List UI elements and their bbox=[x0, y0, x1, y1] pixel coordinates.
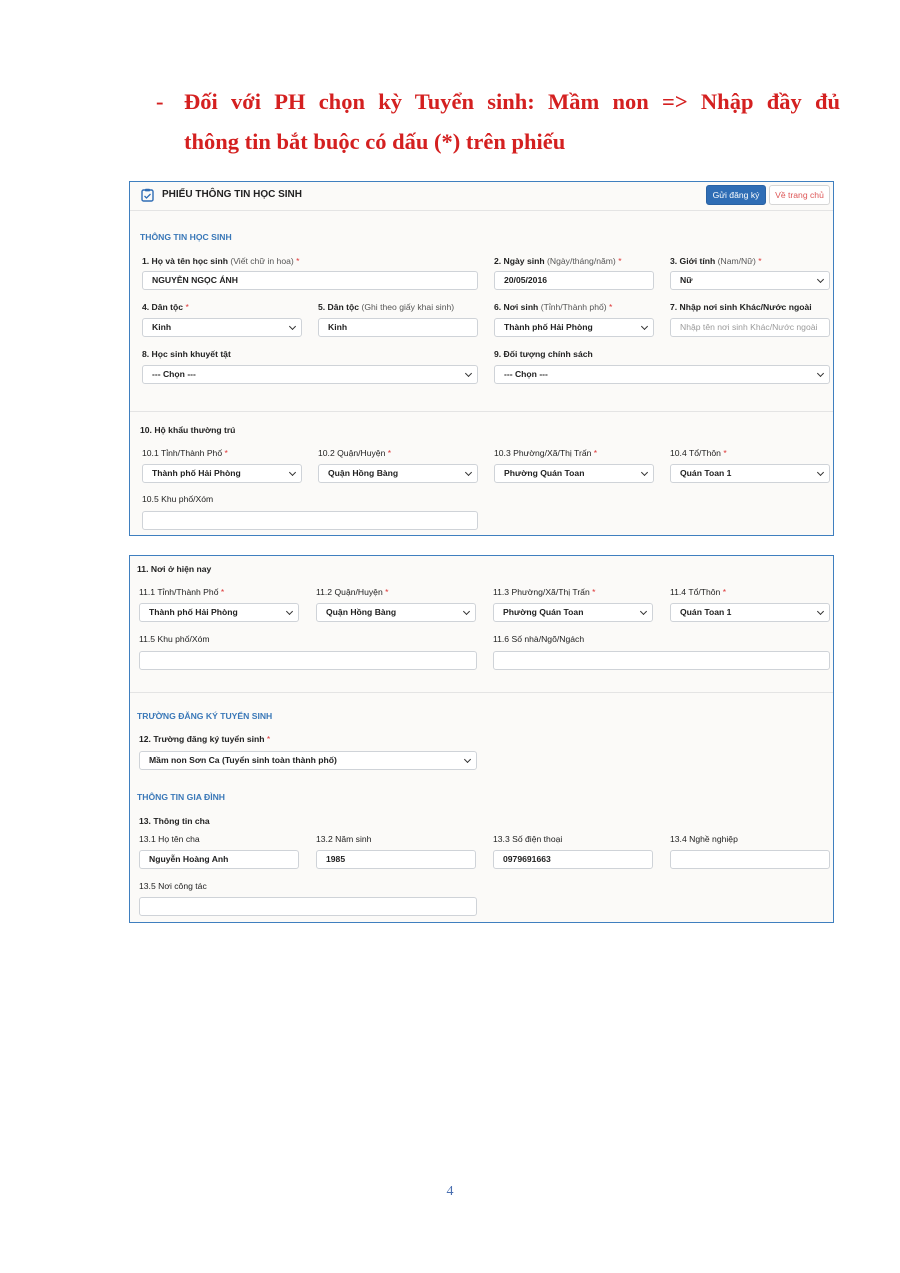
bullet-dash: - bbox=[156, 89, 164, 114]
divider bbox=[130, 210, 833, 211]
residence-hamlet-input[interactable] bbox=[142, 511, 478, 530]
dob-input[interactable]: 20/05/2016 bbox=[494, 271, 654, 290]
name-label: 1. Họ và tên học sinh (Viết chữ in hoa) * bbox=[142, 256, 300, 266]
gender-label: 3. Giới tính (Nam/Nữ) * bbox=[670, 256, 762, 266]
policy-label: 9. Đối tượng chính sách bbox=[494, 349, 593, 359]
father-year-label: 13.2 Năm sinh bbox=[316, 834, 372, 844]
section-student-info: THÔNG TIN HỌC SINH bbox=[140, 232, 232, 242]
student-name-input[interactable]: NGUYỄN NGỌC ÁNH bbox=[142, 271, 478, 290]
father-phone-label: 13.3 Số điện thoại bbox=[493, 834, 563, 844]
father-year-input[interactable]: 1985 bbox=[316, 850, 476, 869]
current-province-label: 11.1 Tỉnh/Thành Phố * bbox=[139, 587, 225, 597]
current-group-select[interactable]: Quán Toan 1 bbox=[670, 603, 830, 622]
father-work-input[interactable] bbox=[139, 897, 477, 916]
school-select[interactable]: Mầm non Sơn Ca (Tuyển sinh toàn thành phố) bbox=[139, 751, 477, 770]
ethnic-cert-label: 5. Dân tộc (Ghi theo giấy khai sinh) bbox=[318, 302, 455, 312]
current-hamlet-input[interactable] bbox=[139, 651, 477, 670]
residence-ward-label: 10.3 Phường/Xã/Thị Trấn * bbox=[494, 448, 598, 458]
policy-select[interactable]: --- Chọn --- bbox=[494, 365, 830, 384]
heading-line-2: thông tin bắt buộc có dấu (*) trên phiếu bbox=[184, 129, 566, 154]
section-family: THÔNG TIN GIA ĐÌNH bbox=[137, 792, 226, 802]
residence-ward-select[interactable]: Phường Quán Toan bbox=[494, 464, 654, 483]
father-name-input[interactable]: Nguyễn Hoàng Anh bbox=[139, 850, 299, 869]
residence-province-label: 10.1 Tỉnh/Thành Phố * bbox=[142, 448, 228, 458]
section-school: TRƯỜNG ĐĂNG KÝ TUYỂN SINH bbox=[137, 711, 273, 721]
current-ward-select[interactable]: Phường Quán Toan bbox=[493, 603, 653, 622]
residence-group-label: 10.4 Tổ/Thôn * bbox=[670, 448, 727, 458]
father-phone-input[interactable]: 0979691663 bbox=[493, 850, 653, 869]
birthplace-select[interactable]: Thành phố Hải Phòng bbox=[494, 318, 654, 337]
submit-button[interactable]: Gửi đăng ký bbox=[706, 185, 766, 205]
birthplace-other-input[interactable]: Nhập tên nơi sinh Khác/Nước ngoài bbox=[670, 318, 830, 337]
father-name-label: 13.1 Họ tên cha bbox=[139, 834, 200, 844]
current-ward-label: 11.3 Phường/Xã/Thị Trấn * bbox=[493, 587, 596, 597]
residence-section-title: 10. Hộ khẩu thường trú bbox=[140, 425, 236, 435]
father-info-title: 13. Thông tin cha bbox=[139, 816, 210, 826]
residence-hamlet-label: 10.5 Khu phố/Xóm bbox=[142, 494, 214, 504]
current-province-select[interactable]: Thành phố Hải Phòng bbox=[139, 603, 299, 622]
student-form-panel bbox=[129, 181, 834, 536]
school-label: 12. Trường đăng ký tuyển sinh * bbox=[139, 734, 271, 744]
disability-select[interactable]: --- Chọn --- bbox=[142, 365, 478, 384]
clipboard-icon bbox=[141, 188, 154, 202]
residence-district-select[interactable]: Quận Hồng Bàng bbox=[318, 464, 478, 483]
current-group-label: 11.4 Tổ/Thôn * bbox=[670, 587, 727, 597]
disability-label: 8. Học sinh khuyết tật bbox=[142, 349, 231, 359]
current-district-label: 11.2 Quận/Huyện * bbox=[316, 587, 389, 597]
residence-group-select[interactable]: Quán Toan 1 bbox=[670, 464, 830, 483]
current-hamlet-label: 11.5 Khu phố/Xóm bbox=[139, 634, 210, 644]
ethnic-select[interactable]: Kinh bbox=[142, 318, 302, 337]
ethnic-label: 4. Dân tộc * bbox=[142, 302, 189, 312]
divider bbox=[130, 411, 833, 412]
father-job-label: 13.4 Nghề nghiệp bbox=[670, 834, 738, 844]
father-work-label: 13.5 Nơi công tác bbox=[139, 881, 207, 891]
divider bbox=[130, 692, 833, 693]
current-district-select[interactable]: Quận Hồng Bàng bbox=[316, 603, 476, 622]
address-family-panel bbox=[129, 555, 834, 923]
dob-label: 2. Ngày sinh (Ngày/tháng/năm) * bbox=[494, 256, 622, 266]
birthplace-other-label: 7. Nhập nơi sinh Khác/Nước ngoài bbox=[670, 302, 812, 312]
father-job-input[interactable] bbox=[670, 850, 830, 869]
residence-province-select[interactable]: Thành phố Hải Phòng bbox=[142, 464, 302, 483]
form-title: PHIẾU THÔNG TIN HỌC SINH bbox=[162, 189, 303, 200]
ethnic-cert-input[interactable]: Kinh bbox=[318, 318, 478, 337]
heading-line-1: Đối với PH chọn kỳ Tuyển sinh: Mầm non => Nhập đầy đủ bbox=[184, 89, 840, 114]
birthplace-label: 6. Nơi sinh (Tỉnh/Thành phố) * bbox=[494, 302, 613, 312]
home-button[interactable]: Về trang chủ bbox=[769, 185, 830, 205]
page-number: 4 bbox=[446, 1184, 454, 1199]
current-address-title: 11. Nơi ở hiện nay bbox=[137, 564, 212, 574]
gender-select[interactable]: Nữ bbox=[670, 271, 830, 290]
current-house-input[interactable] bbox=[493, 651, 830, 670]
residence-district-label: 10.2 Quận/Huyện * bbox=[318, 448, 392, 458]
current-house-label: 11.6 Số nhà/Ngõ/Ngách bbox=[493, 634, 585, 644]
